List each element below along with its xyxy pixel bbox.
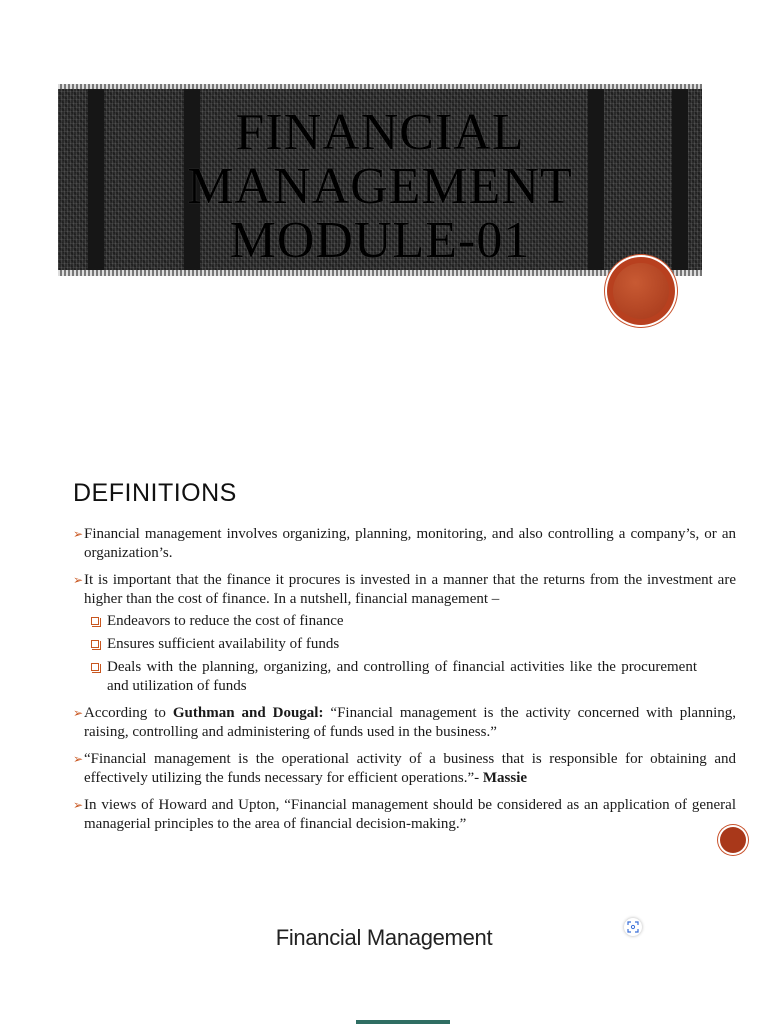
sub-bullet-item — [89, 658, 697, 696]
arrow-right-icon: ➢ — [73, 706, 84, 720]
square-bullet-icon — [91, 640, 99, 648]
sub-bullet-text: Deals with the planning, organizing, and controlling of financial activities like the procurement and utilization of funds — [107, 659, 697, 694]
bullet-item — [73, 704, 736, 742]
sub-bullet-item — [89, 612, 697, 631]
bullet-text: Financial management involves organizing, planning, monitoring, and also controlling a company’s, or an organization’s. — [84, 526, 736, 561]
decorative-circle — [720, 827, 746, 853]
decorative-circle — [607, 257, 675, 325]
arrow-right-icon: ➢ — [73, 527, 84, 541]
figure-accent-bar — [356, 1020, 450, 1024]
title-line-2: MANAGEMENT — [187, 158, 573, 215]
sub-bullet-item — [89, 635, 697, 654]
title-line-3: MODULE-01 — [229, 212, 531, 269]
bullet-author: Guthman and Dougal: — [172, 705, 324, 721]
sub-bullet-text: Ensures sufficient availability of funds — [107, 636, 340, 652]
section-heading: DEFINITIONS — [73, 479, 237, 507]
title-line-1: FINANCIAL — [235, 104, 525, 161]
arrow-right-icon: ➢ — [73, 573, 84, 587]
bullet-list — [73, 525, 736, 842]
bullet-author: Massie — [482, 770, 528, 786]
bullet-text: “Financial management is the activity concerned with planning, raising, controlling and administering of funds used in the business.” — [84, 705, 736, 740]
bullet-text: In views of Howard and Upton, “Financial management should be considered as an application of general managerial principles to the area of financial decision-making.” — [84, 797, 736, 832]
bullet-text: “Financial management is the operational activity of a business that is responsible for obtaining and effectively utilizing the funds necessary for efficient operations.”- — [84, 751, 736, 786]
square-bullet-icon — [91, 663, 99, 671]
title-slide — [0, 0, 768, 445]
definitions-slide — [0, 445, 768, 1024]
bullet-item — [73, 750, 736, 788]
title-banner — [58, 84, 702, 276]
sub-bullet-list — [84, 612, 736, 696]
arrow-right-icon: ➢ — [73, 798, 84, 812]
arrow-right-icon: ➢ — [73, 752, 84, 766]
figure-title: Financial Management — [275, 925, 493, 950]
bullet-item — [73, 525, 736, 563]
slide-title — [58, 106, 702, 268]
sub-bullet-text: Endeavors to reduce the cost of finance — [107, 613, 344, 629]
bullet-item — [73, 796, 736, 834]
square-bullet-icon — [91, 617, 99, 625]
bullet-text: It is important that the finance it procures is invested in a manner that the returns from the investment are higher than the cost of finance. In a nutshell, financial management – — [84, 572, 736, 607]
bullet-item — [73, 571, 736, 696]
bullet-text: According to — [84, 705, 173, 721]
